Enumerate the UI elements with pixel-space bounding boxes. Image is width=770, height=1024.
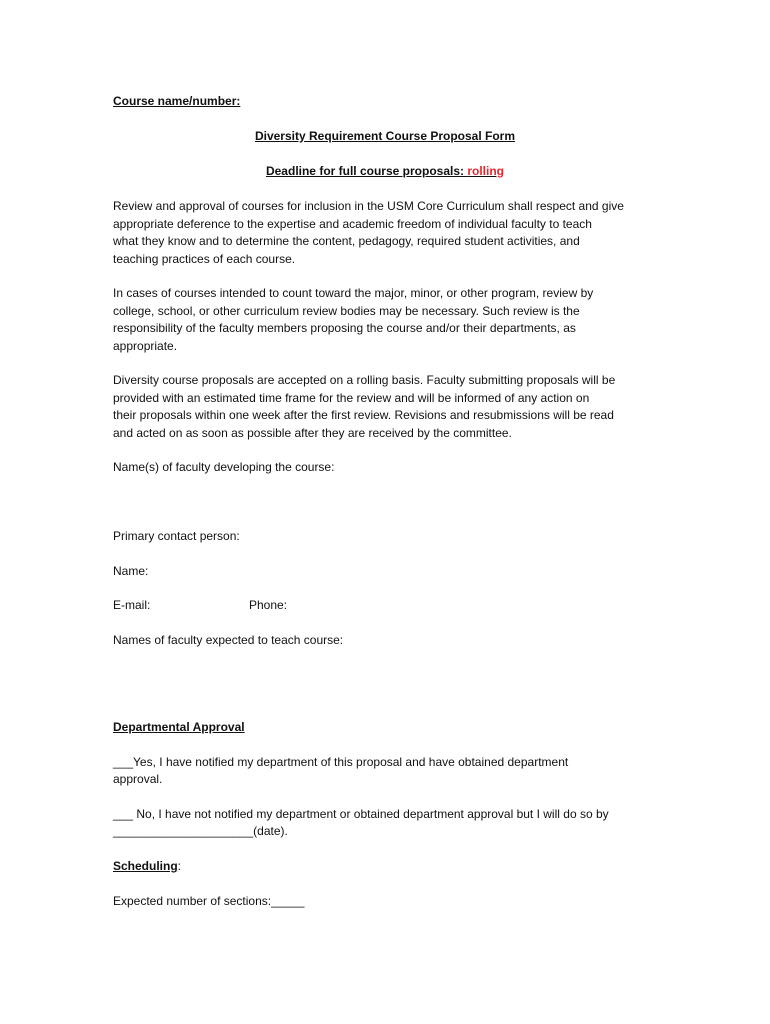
email-label: E-mail: <box>113 598 151 612</box>
paragraph-line: responsibility of the faculty members proposing the course and/or their departments, as <box>113 321 576 335</box>
departmental-approval-heading: Departmental Approval <box>113 720 245 734</box>
primary-contact-label: Primary contact person: <box>113 529 240 543</box>
scheduling-heading: Scheduling <box>113 859 178 873</box>
course-name-label: Course name/number: <box>113 94 241 108</box>
scheduling-colon: : <box>177 859 182 873</box>
deadline-label: Deadline for full course proposals: <box>265 164 468 178</box>
intro-paragraph-3 <box>113 372 658 442</box>
approval-yes-text: Yes, I have notified my department of this proposal and have obtained department <box>133 755 569 769</box>
intro-paragraph-1 <box>113 198 658 268</box>
paragraph-line: Diversity course proposals are accepted on a rolling basis. Faculty submitting proposals will be <box>113 373 616 387</box>
approval-yes-line <box>113 754 568 772</box>
paragraph-line: appropriate. <box>113 338 178 353</box>
paragraph-line: provided with an estimated time frame for the review and will be informed of any action on <box>113 390 590 405</box>
form-title: Diversity Requirement Course Proposal Form <box>254 129 516 143</box>
paragraph-line: and acted on as soon as possible after they are received by the committee. <box>113 425 512 440</box>
approval-no-date-line: _____________________(date). <box>113 824 288 838</box>
email-phone-row <box>113 597 413 615</box>
expected-sections-label: Expected number of sections:_____ <box>113 894 305 908</box>
faculty-names-label: Name(s) of faculty developing the course: <box>113 460 335 474</box>
approval-yes-blank: ___ <box>113 755 134 769</box>
deadline-value: rolling <box>467 164 505 178</box>
phone-label: Phone: <box>249 598 288 612</box>
teaching-faculty-label: Names of faculty expected to teach course: <box>113 633 344 647</box>
scheduling-heading-row <box>113 858 181 876</box>
approval-yes-continuation: approval. <box>113 772 163 786</box>
paragraph-line: Review and approval of courses for inclusion in the USM Core Curriculum shall respect and give <box>113 199 624 213</box>
paragraph-line: their proposals within one week after the first review. Revisions and resubmissions will be read <box>113 408 614 422</box>
intro-paragraph-2 <box>113 285 658 355</box>
paragraph-line: teaching practices of each course. <box>113 251 296 266</box>
paragraph-line: what they know and to determine the content, pedagogy, required student activities, and <box>113 234 580 248</box>
deadline-line <box>0 163 770 181</box>
paragraph-line: college, school, or other curriculum review bodies may be necessary. Such review is the <box>113 303 580 318</box>
approval-no-line: ___ No, I have not notified my department or obtained department approval but I will do so by <box>113 807 609 821</box>
name-label: Name: <box>113 564 149 578</box>
paragraph-line: In cases of courses intended to count toward the major, minor, or other program, review by <box>113 286 594 300</box>
paragraph-line: appropriate deference to the expertise and academic freedom of individual faculty to teach <box>113 216 592 231</box>
